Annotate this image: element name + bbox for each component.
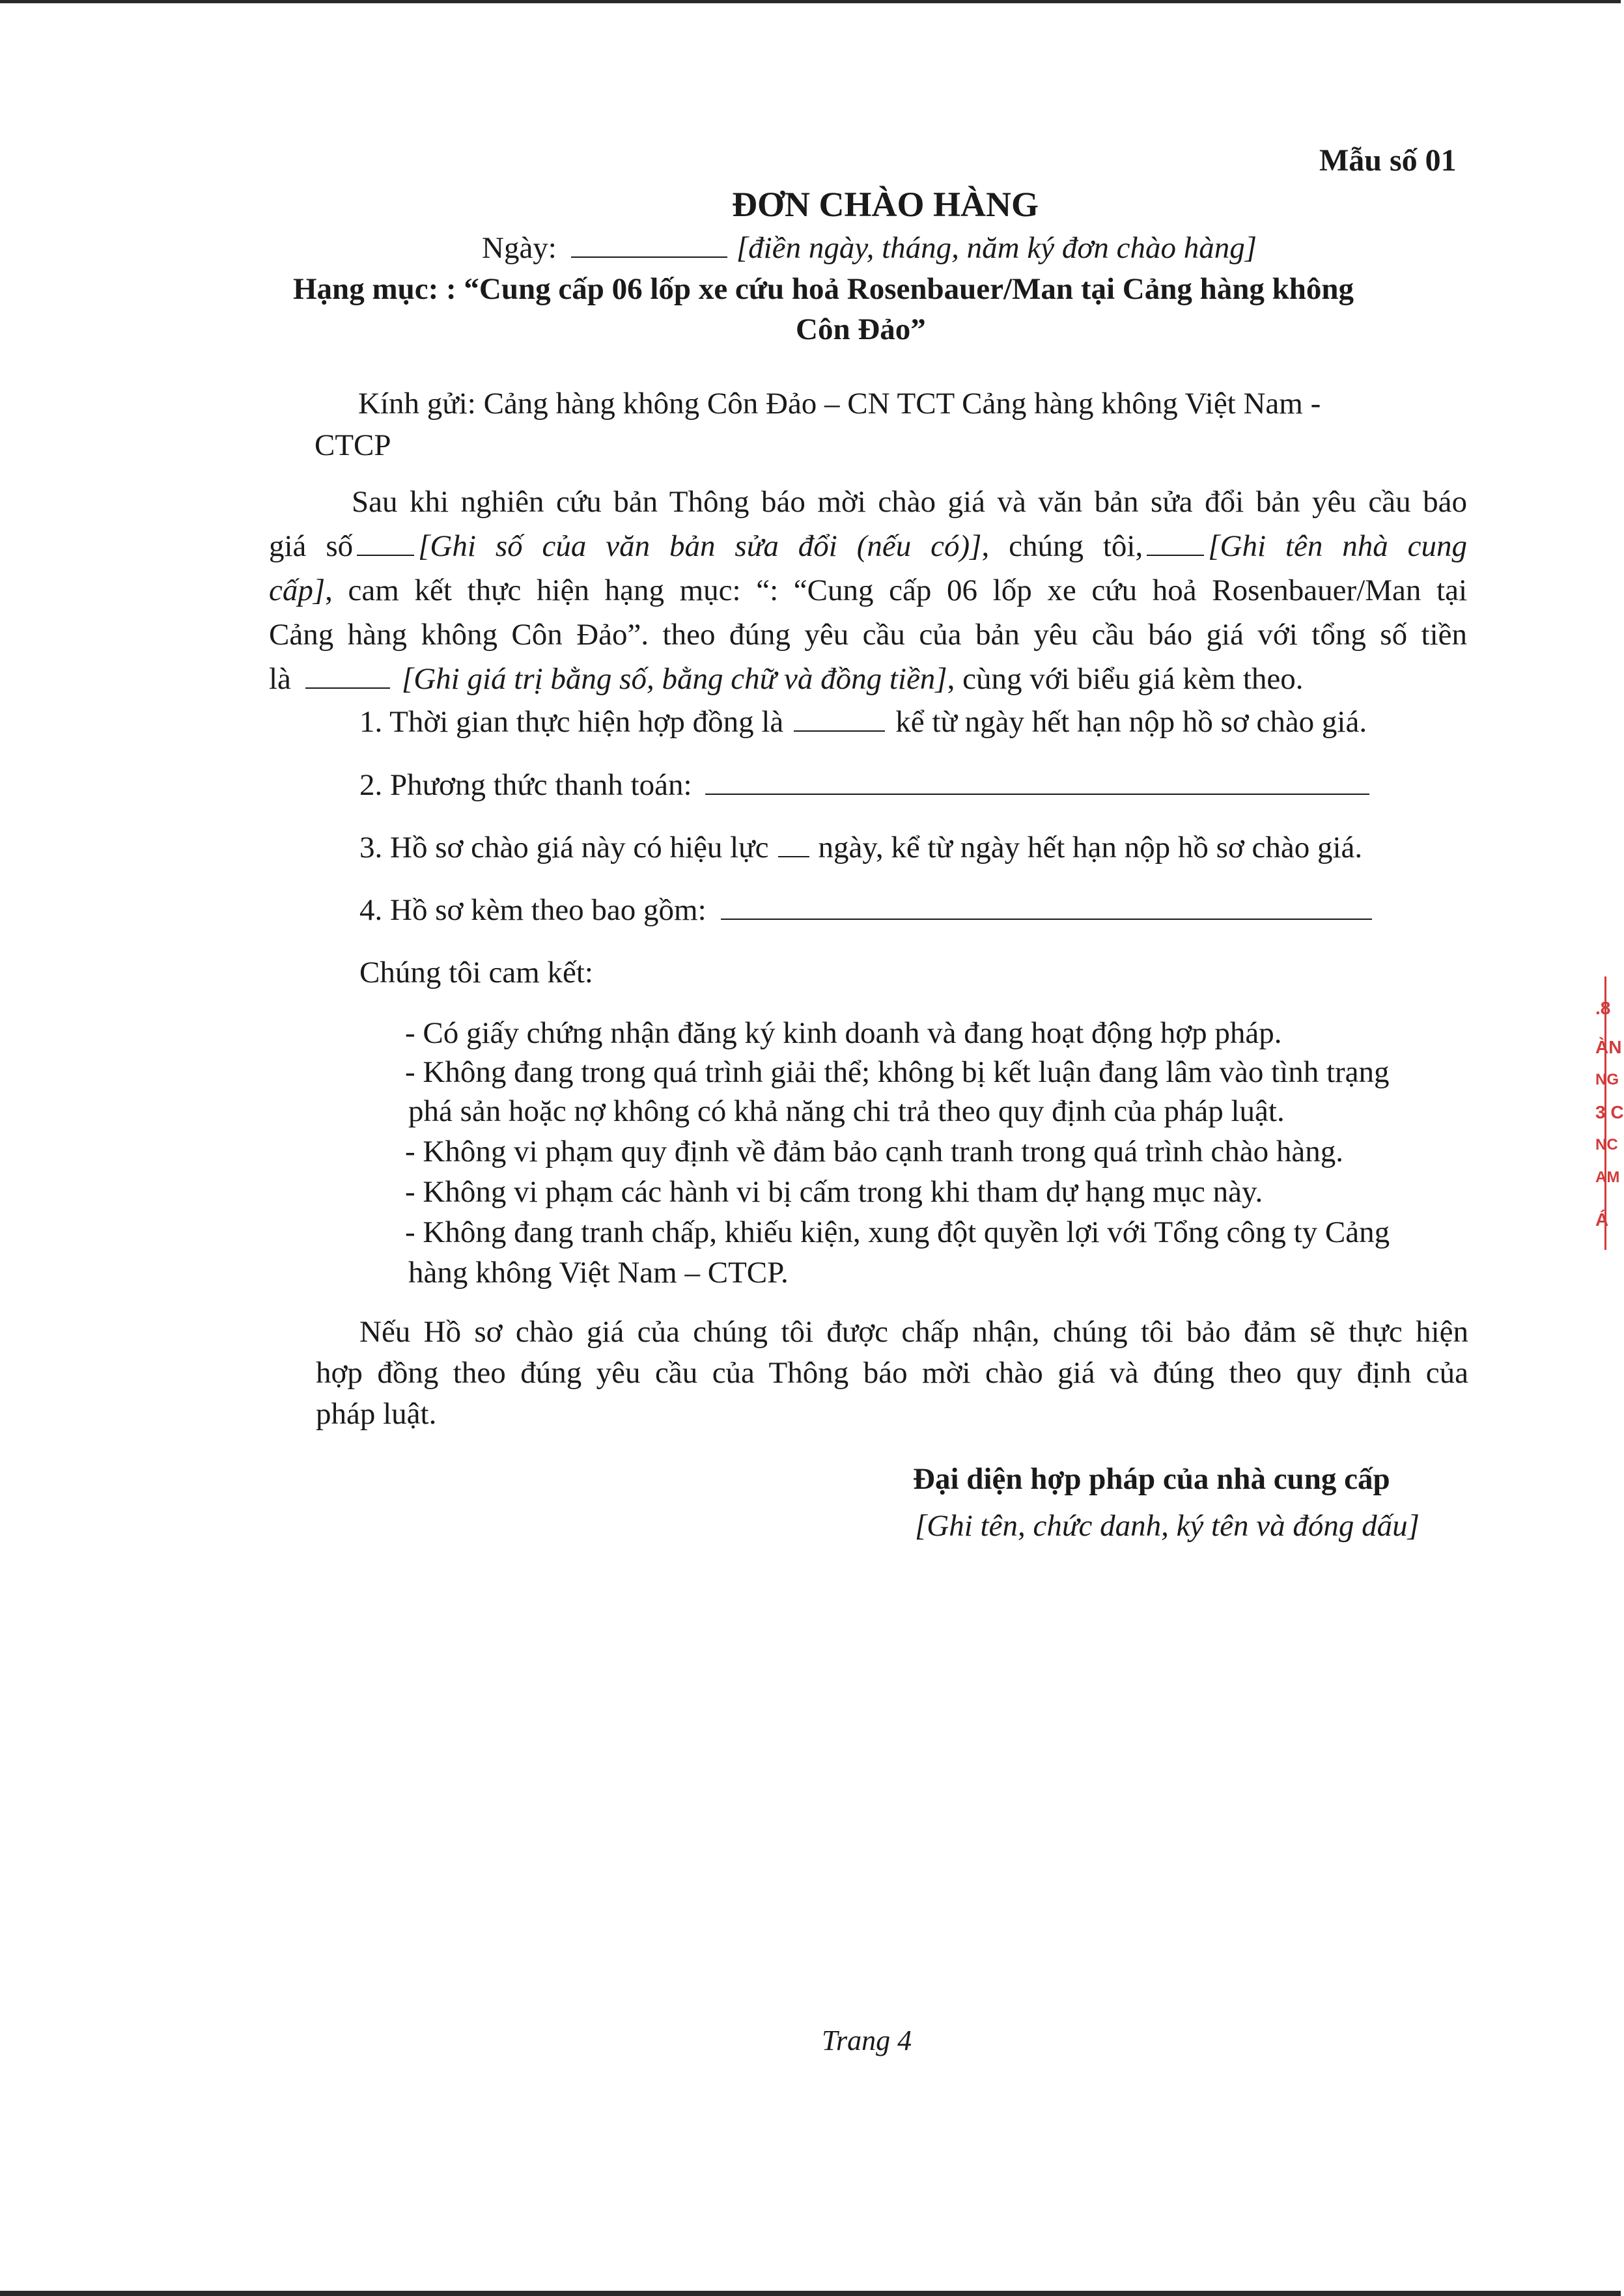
form-number: Mẫu số 01 bbox=[1319, 143, 1457, 178]
intro-line-4: Cảng hàng không Côn Đảo”. theo đúng yêu cầu của bản yêu cầu báo giá với tổng số tiền bbox=[269, 618, 1467, 652]
date-hint: [điền ngày, tháng, năm ký đơn chào hàng] bbox=[736, 231, 1257, 265]
intro-line-2: giá số [Ghi số của văn bản sửa đổi (nếu có)], chúng tôi, [Ghi tên nhà cung bbox=[269, 529, 1467, 563]
intro-line-1: Sau khi nghiên cứu bản Thông báo mời chào giá và văn bản sửa đổi bản yêu cầu báo bbox=[352, 485, 1467, 519]
commitment-3: - Không vi phạm quy định về đảm bảo cạnh tranh trong quá trình chào hàng. bbox=[405, 1135, 1343, 1169]
commitment-4: - Không vi phạm các hành vi bị cấm trong khi tham dự hạng mục này. bbox=[405, 1175, 1263, 1209]
commitment-5-line-1: - Không đang tranh chấp, khiếu kiện, xung đột quyền lợi với Tổng công ty Cảng bbox=[405, 1215, 1390, 1249]
signature-title: Đại diện hợp pháp của nhà cung cấp bbox=[913, 1462, 1390, 1496]
commitment-1: - Có giấy chứng nhận đăng ký kinh doanh và đang hoạt động hợp pháp. bbox=[405, 1016, 1282, 1050]
closing-line-1: Nếu Hồ sơ chào giá của chúng tôi được chấp nhận, chúng tôi bảo đảm sẽ thực hiện bbox=[359, 1315, 1468, 1349]
edge-stamp-fragment: .8 ÀN NG 3 C NC AM Á bbox=[1589, 976, 1621, 1250]
numbered-item-3: 3. Hồ sơ chào giá này có hiệu lực ngày, kể từ ngày hết hạn nộp hồ sơ chào giá. bbox=[359, 831, 1363, 864]
closing-paragraph bbox=[316, 1312, 1468, 1435]
commitment-heading: Chúng tôi cam kết: bbox=[359, 956, 593, 989]
commitment-2-line-1: - Không đang trong quá trình giải thể; không bị kết luận đang lâm vào tình trạng bbox=[405, 1055, 1390, 1089]
closing-line-3: pháp luật. bbox=[316, 1397, 437, 1431]
date-line bbox=[482, 226, 1257, 270]
recipient-line-2: CTCP bbox=[315, 428, 391, 462]
intro-line-3: cấp], cam kết thực hiện hạng mục: “: “Cung cấp 06 lốp xe cứu hoả Rosenbauer/Man tại bbox=[269, 574, 1467, 607]
numbered-item-1: 1. Thời gian thực hiện hợp đồng là kể từ ngày hết hạn nộp hồ sơ chào giá. bbox=[359, 705, 1367, 739]
commitment-2-line-2: phá sản hoặc nợ không có khả năng chi trả theo quy định của pháp luật. bbox=[408, 1094, 1285, 1128]
item-line-2: Côn Đảo” bbox=[796, 312, 926, 346]
intro-line-5: là [Ghi giá trị bằng số, bằng chữ và đồng tiền], cùng với biểu giá kèm theo. bbox=[269, 662, 1304, 696]
document-title: ĐƠN CHÀO HÀNG bbox=[732, 185, 1039, 224]
date-blank bbox=[571, 256, 727, 258]
bottom-scan-edge bbox=[0, 2291, 1621, 2296]
date-label: Ngày: bbox=[482, 231, 557, 265]
recipient-line-1: Kính gửi: Cảng hàng không Côn Đảo – CN TCT Cảng hàng không Việt Nam - bbox=[358, 387, 1321, 421]
numbered-item-4: 4. Hồ sơ kèm theo bao gồm: bbox=[359, 888, 1376, 932]
closing-line-2: hợp đồng theo đúng yêu cầu của Thông báo mời chào giá và đúng theo quy định của bbox=[316, 1356, 1468, 1390]
signature-hint: [Ghi tên, chức danh, ký tên và đóng dấu] bbox=[915, 1509, 1420, 1543]
numbered-item-2: 2. Phương thức thanh toán: bbox=[359, 763, 1373, 807]
item-line-1: Hạng mục: : “Cung cấp 06 lốp xe cứu hoả Rosenbauer/Man tại Cảng hàng không bbox=[293, 272, 1354, 306]
commitment-5-line-2: hàng không Việt Nam – CTCP. bbox=[408, 1256, 789, 1290]
intro-paragraph bbox=[269, 480, 1467, 701]
page-number: Trang 4 bbox=[822, 2025, 912, 2056]
